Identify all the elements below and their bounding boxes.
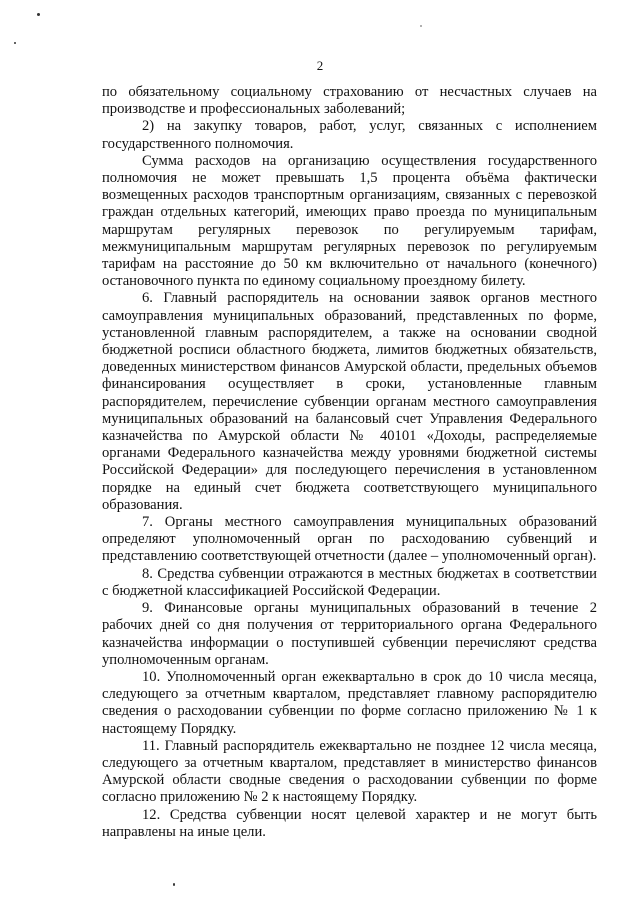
paragraph-item-10: 10. Уполномоченный орган ежеквартально в срок до 10 числа месяца, следующего за отчетным кварталом, представляет главному распорядителю сведения о расходовании субвенции по форме согласно приложению № 1 к настоящему Порядку. (102, 668, 597, 737)
page-number: 2 (316, 58, 324, 73)
paragraph-item-2: 2) на закупку товаров, работ, услуг, связанных с исполнением государственного полномочия. (102, 118, 597, 152)
scan-speck (37, 13, 40, 16)
paragraph-item-8: 8. Средства субвенции отражаются в местных бюджетах в соответствии с бюджетной классификацией Российской Федерации. (102, 565, 597, 599)
paragraph-item-12: 12. Средства субвенции носят целевой характер и не могут быть направлены на иные цели. (102, 806, 597, 840)
paragraph-expense-limit: Сумма расходов на организацию осуществления государственного полномочия не может превышать 1,5 процента объёма фактически возмещенных расходов транспортным организациям, связанных с перевозкой граждан отдельных категорий, имеющих право проезда по муниципальным маршрутам регулярных перевозок по регулируемым тарифам, межмуниципальным маршрутам регулярных перевозок по регулируемым тарифам на расстояние до 50 км включительно от начального (конечного) остановочного пункта по единому социальному проездному билету. (102, 152, 597, 290)
paragraph-continuation: по обязательному социальному страхованию от несчастных случаев на производстве и профессиональных заболеваний; (102, 84, 597, 118)
paragraph-item-7: 7. Органы местного самоуправления муниципальных образований определяют уполномоченный орган по расходованию субвенций и представлению соответствующей отчетности (далее – уполномоченный орган). (102, 514, 597, 565)
paragraph-item-6: 6. Главный распорядитель на основании заявок органов местного самоуправления муниципальных образований, представленных по форме, установленной главным распорядителем, а также на основании сводной бюджетной росписи областного бюджета, лимитов бюджетных обязательств, доведенных министерством финансов Амурской области, предельных объемов финансирования осуществляет в сроки, установленные главным распорядителем, перечисление субвенции органам местного самоуправления муниципальных образований на балансовый счет Управления Федерального казначейства по Амурской области № 40101 «Доходы, распределяемые органами Федерального казначейства между уровнями бюджетной системы Российской Федерации» для последующего перечисления в установленном порядке на единый счет бюджета соответствующего муниципального образования. (102, 290, 597, 513)
scan-speck (420, 25, 422, 27)
scan-speck (14, 42, 16, 44)
paragraph-item-11: 11. Главный распорядитель ежеквартально не позднее 12 числа месяца, следующего за отчетным кварталом, представляет в министерство финансов Амурской области сводные сведения о расходовании субвенции по форме согласно приложению № 2 к настоящему Порядку. (102, 737, 597, 806)
scan-speck (173, 883, 175, 886)
paragraph-item-9: 9. Финансовые органы муниципальных образований в течение 2 рабочих дней со дня получения от территориального органа Федерального казначейства информации о поступившей субвенции перечисляют средства уполномоченным органам. (102, 600, 597, 668)
document-body (102, 84, 597, 841)
